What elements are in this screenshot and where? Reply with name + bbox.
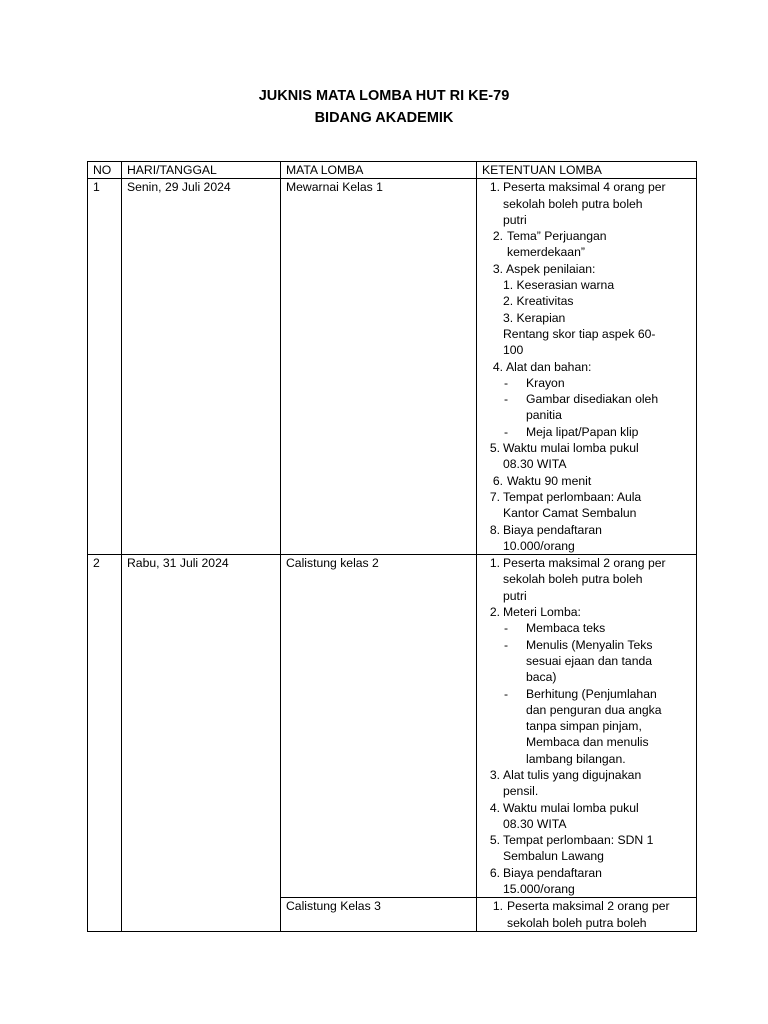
list-number: 1. (489, 180, 500, 195)
list-text: Tempat perlombaan: Aula (503, 489, 642, 504)
list-text: Krayon (526, 375, 565, 390)
list-number: 6. (489, 865, 500, 880)
list-text: sekolah boleh putra boleh (503, 196, 643, 211)
list-text: Membaca dan menulis (526, 735, 649, 750)
row-ketentuan (477, 898, 697, 932)
list-text: sesuai ejaan dan tanda (526, 653, 653, 668)
list-dash: - (504, 621, 509, 636)
list-number: 5. (489, 441, 500, 456)
row-lomba: Mewarnai Kelas 1 (281, 179, 477, 555)
list-text: Meteri Lomba: (503, 605, 581, 620)
row-ketentuan (477, 555, 697, 898)
list-number: 2. (489, 605, 500, 620)
list-number: 5. (489, 833, 500, 848)
document-title: JUKNIS MATA LOMBA HUT RI KE-79 (258, 88, 510, 104)
table-header-row (88, 162, 697, 179)
list-number: 1. (489, 556, 500, 571)
list-number: 6. (492, 473, 503, 488)
list-text: kemerdekaan” (507, 245, 585, 260)
list-number: 4. (492, 359, 503, 374)
list-number: 1. (492, 899, 503, 914)
list-text: sekolah boleh putra boleh (507, 915, 647, 930)
list-text: Membaca teks (526, 621, 606, 636)
list-text: 100 (503, 343, 524, 358)
list-text: Waktu mulai lomba pukul (503, 800, 639, 815)
list-dash: - (504, 637, 509, 652)
list-text: tanpa simpan pinjam, (526, 719, 642, 734)
list-text: Aspek penilaian: (506, 261, 596, 276)
row-no: 2 (88, 555, 122, 932)
list-text: Menulis (Menyalin Teks (526, 637, 653, 652)
competition-table (87, 161, 697, 932)
list-text: Sembalun Lawang (503, 849, 604, 864)
list-text: dan penguran dua angka (526, 702, 662, 717)
list-text: pensil. (503, 784, 539, 799)
list-text: putri (503, 212, 527, 227)
row-no: 1 (88, 179, 122, 555)
document-subtitle: BIDANG AKADEMIK (314, 110, 454, 126)
list-number: 3. (489, 767, 500, 782)
header-no: NO (88, 162, 122, 179)
ketentuan-list (482, 179, 691, 554)
list-text: Biaya pendaftaran (503, 522, 602, 537)
list-text: Tempat perlombaan: SDN 1 (503, 833, 654, 848)
list-text: Biaya pendaftaran (503, 865, 602, 880)
list-text: 15.000/orang (503, 882, 575, 897)
list-text: Peserta maksimal 4 orang per (503, 180, 666, 195)
list-text: Waktu 90 menit (507, 473, 592, 488)
list-text: Meja lipat/Papan klip (526, 424, 639, 439)
ketentuan-list (482, 555, 691, 897)
list-text: Peserta maksimal 2 orang per (507, 899, 670, 914)
ketentuan-list (482, 898, 691, 931)
list-text: 3. Kerapian (503, 310, 566, 325)
list-text: Kantor Camat Sembalun (503, 506, 637, 521)
list-text: 2. Kreativitas (503, 294, 574, 309)
list-number: 7. (489, 489, 500, 504)
list-text: Gambar disediakan oleh (526, 392, 659, 407)
table-row (88, 555, 697, 898)
header-ketentuan: KETENTUAN LOMBA (477, 162, 697, 179)
list-number: 4. (489, 800, 500, 815)
list-dash: - (504, 375, 509, 390)
list-text: Alat dan bahan: (506, 359, 592, 374)
list-number: 2. (492, 229, 503, 244)
table-row (88, 179, 697, 555)
list-text: Rentang skor tiap aspek 60- (503, 326, 656, 341)
list-text: lambang bilangan. (526, 751, 626, 766)
list-text: Peserta maksimal 2 orang per (503, 556, 666, 571)
list-text: 08.30 WITA (503, 816, 567, 831)
list-text: sekolah boleh putra boleh (503, 572, 643, 587)
list-text: putri (503, 588, 527, 603)
list-text: 1. Keserasian warna (503, 278, 615, 293)
list-text: 08.30 WITA (503, 457, 567, 472)
list-text: Berhitung (Penjumlahan (526, 686, 657, 701)
list-text: Alat tulis yang digujnakan (503, 767, 642, 782)
row-lomba: Calistung kelas 2 (281, 555, 477, 898)
list-number: 3. (492, 261, 503, 276)
list-dash: - (504, 392, 509, 407)
row-day: Rabu, 31 Juli 2024 (122, 555, 281, 932)
list-dash: - (504, 686, 509, 701)
row-day: Senin, 29 Juli 2024 (122, 179, 281, 555)
list-dash: - (504, 424, 509, 439)
list-text: Waktu mulai lomba pukul (503, 441, 639, 456)
list-text: 10.000/orang (503, 538, 575, 553)
row-lomba: Calistung Kelas 3 (281, 898, 477, 932)
header-day: HARI/TANGGAL (122, 162, 281, 179)
list-number: 8. (489, 522, 500, 537)
list-text: Tema” Perjuangan (507, 229, 607, 244)
header-lomba: MATA LOMBA (281, 162, 477, 179)
list-text: panitia (526, 408, 562, 423)
list-text: baca) (526, 670, 557, 685)
row-ketentuan (477, 179, 697, 555)
